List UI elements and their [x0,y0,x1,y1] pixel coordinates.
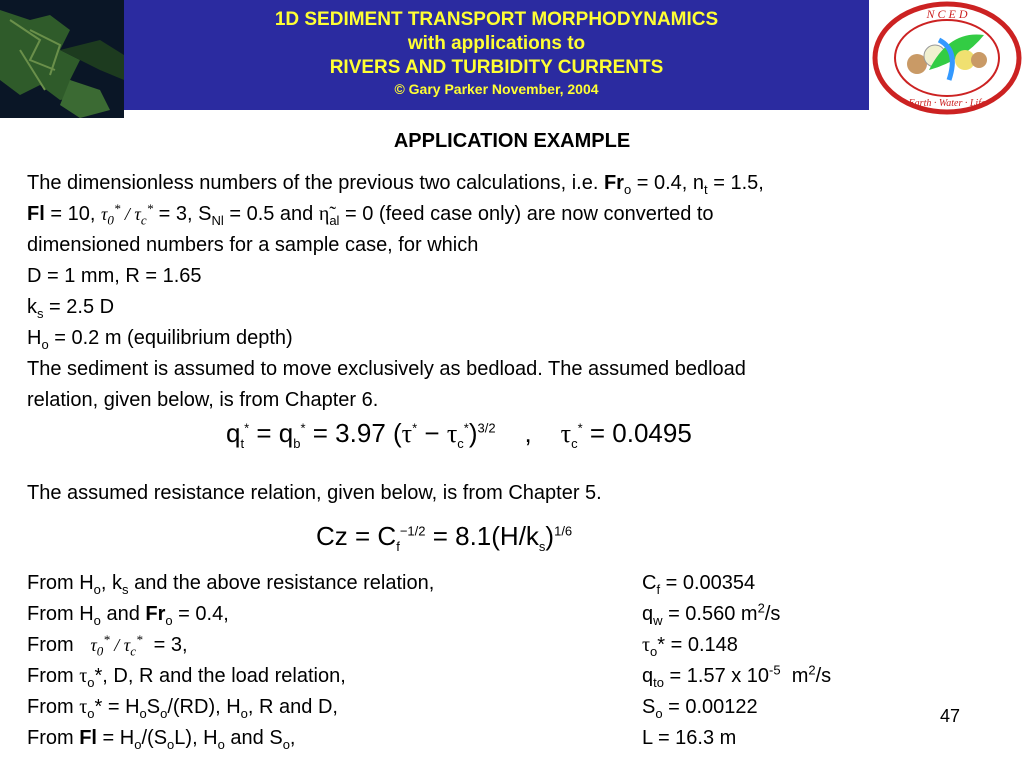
text: From [27,727,80,749]
intro-line-4: D = 1 mm, R = 1.65 [27,265,202,287]
table-row [27,661,987,692]
text: = 0.560 m [662,603,758,625]
table-row [27,568,987,599]
row-label: From $\tau_o*$, D, R and the load relation, [27,665,346,690]
row-value: $C_f = 0.00354$ [642,572,756,597]
row-label: From $H_o$ and $Fr_o = 0.4$, [27,603,229,628]
delta-map-image [0,0,124,118]
intro-line-1 [27,168,1007,199]
table-row [27,599,987,630]
row-value: $S_o = 0.00122$ [642,696,758,721]
title-line-1: 1D SEDIMENT TRANSPORT MORPHODYNAMICS [274,9,719,30]
row-value: $\tau_o* = 0.148$ [642,634,738,659]
row-label: From $Fl = H_o/(S_oL)$, $H_o$ and $S_o$, [27,727,296,752]
text: t [704,182,708,197]
text: q [642,665,654,687]
table-row [27,723,987,754]
text: The dimensionless numbers of the previous two calculations, i.e. [27,172,604,194]
bedload-equation: $q_t^* = q_b^* = 3.97$ $(\tau^* - \tau_c^*)^{3/2}$ , $\tau_c^* = 0.0495$ [226,418,692,452]
text: From [27,665,80,687]
row-value: $q_w = 0.560$ $m^2/s$ [642,600,781,628]
page-number: 47 [940,706,961,726]
text: s [37,306,44,321]
text: = 0 (feed case only) are now converted to [339,203,714,225]
results-table [27,568,987,754]
nced-logo [869,0,1024,118]
text: = 0.5 and [223,203,319,225]
header-banner [0,0,1024,118]
text: = 2.5 D [43,296,115,318]
tau-ratio-symbol: $\tau_0^* / \tau_c^*$ [100,201,154,228]
eta-tilde-symbol: η̃ [318,203,330,225]
text: = 0.00122 [662,696,758,718]
text: = 0.2 m (equilibrium depth) [48,327,293,349]
text: = 1.5, [707,172,764,194]
row-label: From $\tau_o* = H_oS_o/(RD)$, $H_o$, R and D, [27,696,338,721]
text: = 3, S [153,203,212,225]
text: From H [27,603,94,625]
intro-line-6 [27,323,1007,354]
text: k [27,296,37,318]
text: From [27,696,80,718]
title-line-3: RIVERS AND TURBIDITY CURRENTS [329,57,664,78]
title-line-2: with applications to [407,33,586,54]
text: al [329,213,340,228]
text: Fr [603,172,624,194]
intro-line-7: The sediment is assumed to move exclusively as bedload. The assumed bedload [27,358,746,380]
text: L = 16.3 m [642,727,737,749]
intro-line-5 [27,292,1007,323]
title-box [124,0,869,110]
text: o [41,337,49,352]
row-value [642,723,736,754]
intro-line-2 [27,199,1007,230]
text: H [27,327,42,349]
logo-letters: N C E D [926,7,968,21]
resistance-equation: $Cz = C_f^{-1/2} = 8.1(H/k_s)^{1/6}$ [316,521,573,555]
intro-line-3: dimensioned numbers for a sample case, for which [27,234,479,256]
text: = 0.00354 [660,572,756,594]
row-label: From $H_o$, $k_s$ and the above resistance relation, [27,572,435,597]
text: From H [27,572,94,594]
text: S [642,696,656,718]
text: = 10, [44,203,101,225]
text: C [642,572,657,594]
text: q [642,603,654,625]
intro-text [27,168,1007,416]
table-row [27,692,987,723]
intro-line-8: relation, given below, is from Chapter 6. [27,389,379,411]
text: = 0.4, n [631,172,705,194]
copyright-line: © Gary Parker November, 2004 [394,81,599,97]
text: Nl [211,213,224,228]
row-label: From $\tau_0^* / \tau_c^* = 3$, [27,632,188,659]
resistance-intro: The assumed resistance relation, given below, is from Chapter 5. [27,482,602,504]
page-heading: APPLICATION EXAMPLE [393,130,631,152]
table-row [27,630,987,661]
text: o [623,182,632,197]
row-value: $q_{to} = 1.57$ x $10^{-5}$ $m^2/s$ [642,662,832,690]
text: Fl [27,203,45,225]
logo-ring-text: Earth · Water · Life [908,98,986,109]
text: = 1.57 x 10 [663,665,770,687]
text: * = 0.148 [657,634,738,656]
text: From [27,634,74,656]
